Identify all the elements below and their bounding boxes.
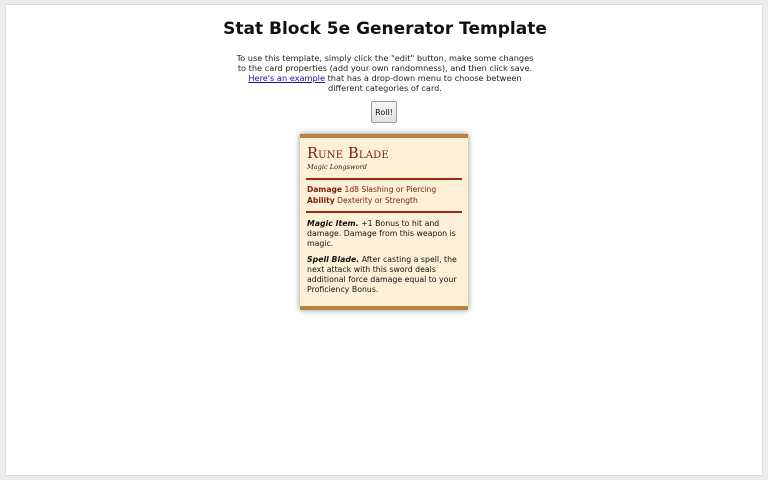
page-frame [5, 4, 763, 476]
property-name: Magic Item. [307, 219, 359, 228]
stat-label: Ability [307, 196, 335, 205]
example-link[interactable]: Here's an example [248, 73, 325, 83]
property-spell-blade [307, 255, 461, 295]
stat-value: Dexterity or Strength [337, 196, 418, 205]
roll-button[interactable]: Roll! [371, 101, 397, 123]
card-subtitle: Magic Longsword [307, 163, 367, 171]
divider [306, 211, 462, 213]
property-text: After casting a spell, the next attack with this sword deals additional force damage equal to your Proficiency Bonus. [307, 255, 457, 294]
page-title: Stat Block 5e Generator Template [223, 19, 547, 39]
stats-section [307, 184, 461, 206]
stat-block-card [300, 134, 468, 310]
property-text: +1 Bonus to hit and damage. Damage from this weapon is magic. [307, 219, 456, 248]
intro-paragraph [234, 53, 536, 93]
card-name: Rune Blade [307, 146, 389, 162]
property-magic-item [307, 219, 461, 249]
stat-damage [307, 184, 461, 195]
stat-label: Damage [307, 185, 343, 194]
intro-text: To use this template, simply click the "edit" button, make some changes to the card properties (add your own randomness), and then click save. [236, 53, 534, 73]
properties-section [307, 219, 461, 295]
stat-value: 1d8 Slashing or Piercing [344, 185, 437, 194]
property-name: Spell Blade. [307, 255, 360, 264]
intro-text-after: that has a drop-down menu to choose between different categories of card. [324, 73, 522, 93]
stat-ability [307, 195, 461, 206]
divider [306, 178, 462, 180]
